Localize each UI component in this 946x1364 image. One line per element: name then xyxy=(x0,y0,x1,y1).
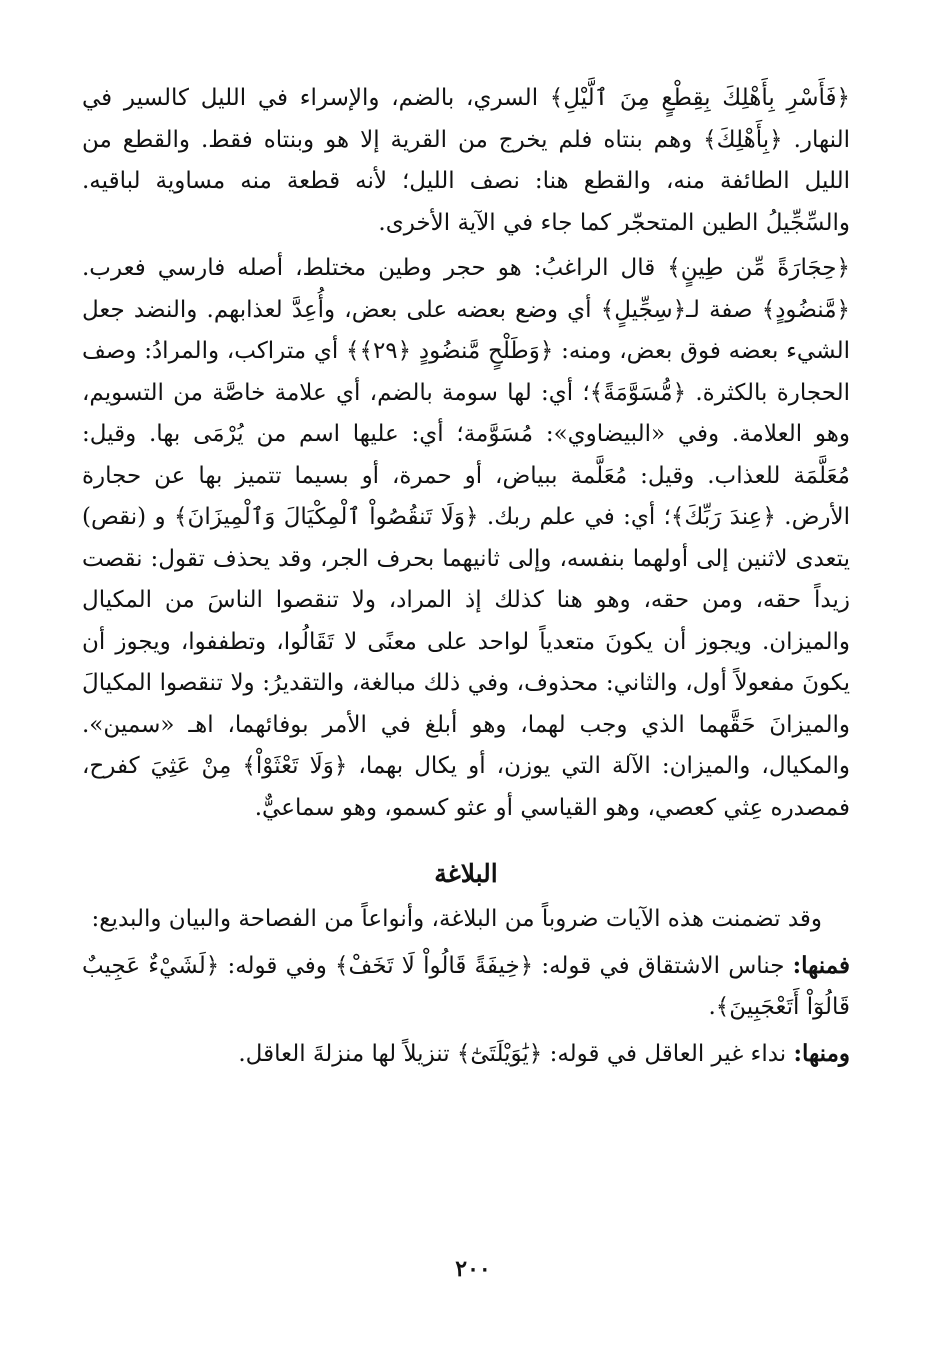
section-heading: البلاغة xyxy=(434,859,498,888)
page-number: ٢٠٠ xyxy=(455,1256,491,1282)
paragraph-2: ﴿حِجَارَةً مِّن طِينٍ﴾ قال الراغبُ: هو حجر وطين مختلط، أصله فارسي فعرب. ﴿مَّنضُودٍ﴾ صفة لـ﴿سِجِّيلٍ﴾ أي وضع بعضه على بعض، وأُعِدَّ لعذابهم. والنضد جعل الشيء بعضه فوق بعض، ومنه: ﴿وَطَلْحٍ مَّنضُودٍ ﴿٢٩﴾﴾ أي متراكب، والمرادُ: وصف الحجارة بالكثرة. ﴿مُّسَوَّمَةً﴾؛ أي: لها سومة بالضم، أي علامة خاصَّة من التسويم، وهو العلامة. وفي «البيضاوي»: مُسَوَّمة؛ أي: عليها اسم من يُرْمَى بها. وقيل: مُعَلَّمَة للعذاب. وقيل: مُعَلَّمة ببياض، أو حمرة، أو بسيما تتميز بها عن حجارة الأرض. ﴿عِندَ رَبِّكَ﴾؛ أي: في علم ربك. ﴿وَلَا تَنقُصُواْ ٱلْمِكْيَالَ وَٱلْمِيزَانَ﴾ و (نقص) يتعدى لاثنين إلى أولهما بنفسه، وإلى ثانيهما بحرف الجر، وقد يحذف تقول: نقصت زيداً حقه، ومن حقه، وهو هنا كذلك إذ المراد، ولا تنقصوا الناسَ من المكيال والميزان. ويجوز أن يكونَ متعدياً لواحد على معنًى لا تَقَالُوا، وتطففوا، ويجوز أن يكونَ مفعولاً أول، والثاني: محذوف، وفي ذلك مبالغة، والتقديرُ: ولا تنقصوا المكيالَ والميزانَ حَقَّهما الذي وجب لهما، وهو أبلغ في الأمر بوفائهما، اهـ «سمين». والمكيال، والميزان: الآلة التي يوزن، أو يكال بهما، ﴿وَلَا تَعْثَوْاْ﴾ مِنْ عَثِيَ كفرح، فمصدره عِثي كعصي، وهو القياسي أو عثو كسمو، وهو سماعيٌّ. xyxy=(82,255,850,821)
paragraph-1: ﴿فَأَسْرِ بِأَهْلِكَ بِقِطْعٍ مِنَ ٱلَّيْلِ﴾ السري، بالضم، والإسراء في الليل كالسير في النهار. ﴿بِأَهْلِكَ﴾ وهم بنتاه فلم يخرج من القرية إلا هو وبنتاه فقط. والقطع من الليل الطائفة منه، والقطع هنا: نصف الليل؛ لأنه قطعة منه مساوية لباقيه. والسِّجِّيلُ الطين المتحجّر كما جاء في الآية الأخرى. xyxy=(82,85,850,236)
item-lead: ومنها: xyxy=(793,1039,850,1067)
balagha-item-1 xyxy=(82,945,850,1029)
item-lead: فمنها: xyxy=(792,951,850,979)
balagha-intro: وقد تضمنت هذه الآيات ضروباً من البلاغة، وأنواعاً من الفصاحة والبيان والبديع: xyxy=(91,906,822,932)
item-text: جناس الاشتقاق في قوله: ﴿خِيفَةً قَالُواْ لَا تَخَفْ﴾ وفي قوله: ﴿لَشَيْءٌ عَجِيبٌ قَالُوٓاْ أَتَعْجَبِينَ﴾. xyxy=(82,952,850,1020)
balagha-item-2 xyxy=(82,1033,850,1076)
item-text: نداء غير العاقل في قوله: ﴿يَٰوَيْلَتَىٰٓ﴾ تنزيلاً لها منزلةَ العاقل. xyxy=(238,1040,794,1067)
